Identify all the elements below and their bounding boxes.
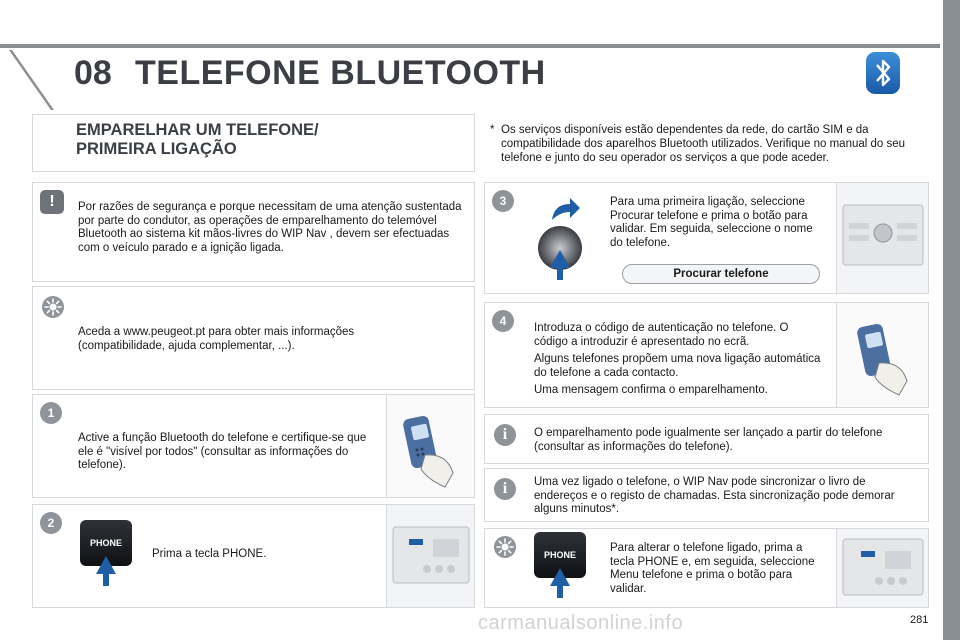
footnote-star: * xyxy=(490,124,495,136)
redirect-arrow-icon xyxy=(548,196,582,227)
phone-bluetooth-illustration xyxy=(386,395,474,497)
press-arrow-icon xyxy=(550,568,570,586)
bluetooth-icon xyxy=(866,52,900,94)
radio-panel-illustration xyxy=(386,505,474,607)
step4-paragraph-1: Introduza o código de autenticação no telefone. O código a introduzir é apresentado no ecrã. xyxy=(534,322,789,348)
page-title: TELEFONE BLUETOOTH xyxy=(135,54,546,92)
info1-text: O emparelhamento pode igualmente ser lançado a partir do telefone (consultar as informações do telefone). xyxy=(534,427,883,453)
warning-icon: ! xyxy=(40,190,64,214)
radio-panel-illustration xyxy=(836,529,928,607)
press-arrow-stem xyxy=(557,584,563,598)
info2-text: Uma vez ligado o telefone, o WIP Nav pode sincronizar o livro de endereços e o registo de chamadas. Esta sincronização pode demorar alguns minutos*. xyxy=(534,476,895,515)
footnote xyxy=(490,123,920,165)
phone-key-icon: PHONE xyxy=(534,532,586,578)
sun-tip-icon xyxy=(494,536,516,558)
info-icon: i xyxy=(494,424,516,446)
section-title: EMPARELHAR UM TELEFONE/ PRIMEIRA LIGAÇÃO xyxy=(76,121,319,158)
step3-number: 3 xyxy=(492,190,514,212)
phone-key-icon: PHONE xyxy=(80,520,132,566)
tip2-text: Para alterar o telefone ligado, prima a tecla PHONE e, em seguida, seleccione Menu telefone e prima o botão para validar. xyxy=(610,542,815,595)
warning-text: Por razões de segurança e porque necessitam de uma atenção sustentada por parte do condutor, as operações de emparelhamento do telemóvel Bluetooth ao sistema kit mãos-livres do WIP Nav , devem ser efectuadas com o veículo parado e a ignição ligada. xyxy=(78,201,462,254)
press-arrow-icon xyxy=(96,556,116,574)
knob-arrow-icon xyxy=(550,250,570,268)
step1-number: 1 xyxy=(40,402,62,424)
step4-number: 4 xyxy=(492,310,514,332)
step2-text: Prima a tecla PHONE. xyxy=(152,548,267,560)
step2-number: 2 xyxy=(40,512,62,534)
header-rule xyxy=(0,44,940,48)
knob-arrow-stem xyxy=(557,266,563,280)
page-number: 281 xyxy=(910,614,929,626)
step4-paragraph-3: Uma mensagem confirma o emparelhamento. xyxy=(534,384,768,396)
press-arrow-stem xyxy=(103,572,109,586)
step1-text: Active a função Bluetooth do telefone e certifique-se que ele é "visível por todos" (consultar as informações do telefone). xyxy=(78,432,367,471)
tip-text: Aceda a www.peugeot.pt para obter mais informações (compatibilidade, ajuda complementar, ...). xyxy=(78,326,355,352)
info-icon: i xyxy=(494,478,516,500)
step3-text: Para uma primeira ligação, seleccione Procurar telefone e prima o botão para validar. Em seguida, seleccione o nome do telefone. xyxy=(610,196,813,249)
side-band xyxy=(943,0,960,640)
step4-paragraph-2: Alguns telefones propõem uma nova ligação automática do telefone a cada contacto. xyxy=(534,353,821,379)
radio-console-illustration xyxy=(836,183,928,293)
chapter-number: 08 xyxy=(74,54,112,92)
watermark: carmanualsonline.info xyxy=(478,612,684,634)
sun-tip-icon xyxy=(42,296,64,318)
procurar-telefone-button[interactable]: Procurar telefone xyxy=(622,264,820,284)
phone-pairing-illustration xyxy=(836,303,928,407)
step4-text xyxy=(534,322,824,402)
footnote-text: Os serviços disponíveis estão dependentes da rede, do cartão SIM e da compatibilidade dos aparelhos Bluetooth utilizados. Verifique no manual do seu telefone e junto do seu operador os serviços a que pode aceder. xyxy=(501,124,906,164)
